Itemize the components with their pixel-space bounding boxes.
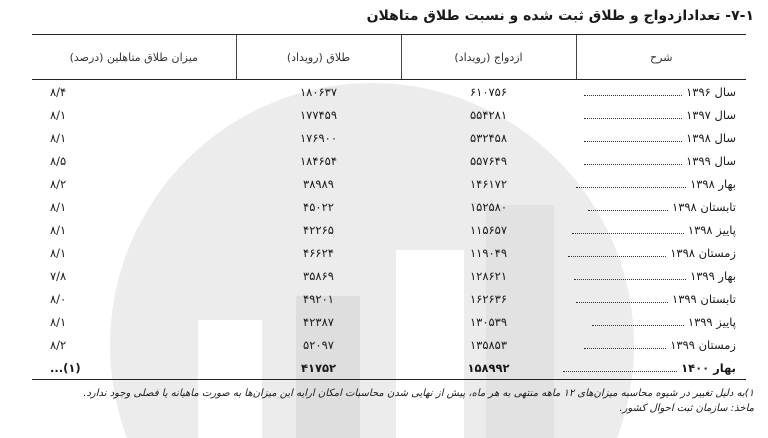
divorce-rate-value: ۸/۰: [50, 291, 67, 306]
leader-dots: [576, 178, 686, 188]
table-title: ۷-۱- تعدادازدواج و طلاق ثبت شده و نسبت طلاق متاهلان: [366, 8, 754, 24]
row-description: [576, 80, 746, 104]
leader-dots: [584, 155, 682, 165]
table-row: [32, 103, 746, 126]
row-description: [576, 333, 746, 356]
header-row: [32, 35, 746, 80]
leader-dots: [592, 316, 684, 326]
row-description: [576, 172, 746, 195]
divorce-value: ۴۶۶۲۴: [303, 245, 334, 260]
leader-dots: [584, 339, 666, 349]
table-row: [32, 80, 746, 104]
divorce-rate-value: ۸/۴: [50, 84, 67, 99]
row-label: زمستان ۱۳۹۸: [670, 245, 736, 260]
table-row: [32, 172, 746, 195]
leader-dots: [584, 109, 682, 119]
divorce-rate-value: ۸/۲: [50, 176, 67, 191]
leader-dots: [576, 293, 668, 303]
table-row: [32, 195, 746, 218]
row-description: [576, 356, 746, 380]
header-divorce: طلاق (رویداد): [236, 35, 401, 80]
row-description: [576, 195, 746, 218]
marriage-value: ۵۵۴۲۸۱: [469, 107, 508, 122]
divorce-rate-value: ۷/۸: [50, 268, 67, 283]
marriage-value: ۵۵۷۶۴۹: [469, 153, 508, 168]
row-description: [576, 149, 746, 172]
row-description: [576, 287, 746, 310]
row-label: سال ۱۳۹۹: [686, 153, 736, 168]
divorce-rate-value: ۸/۱: [50, 107, 67, 122]
row-label: سال ۱۳۹۸: [686, 130, 736, 145]
divorce-rate-value: ۸/۵: [50, 153, 67, 168]
divorce-rate-value: ۸/۱: [50, 314, 67, 329]
marriage-value: ۱۱۹۰۴۹: [469, 245, 508, 260]
table-row: [32, 241, 746, 264]
row-label: زمستان ۱۳۹۹: [670, 337, 736, 352]
table-row: [32, 126, 746, 149]
notes: [14, 386, 754, 416]
header-marriage: ازدواج (رویداد): [401, 35, 576, 80]
table-row: [32, 310, 746, 333]
divorce-rate-value: ۸/۱: [50, 130, 67, 145]
marriage-value: ۱۴۶۱۷۲: [469, 176, 508, 191]
divorce-value: ۳۸۹۸۹: [303, 176, 334, 191]
divorce-rate-value: ۸/۲: [50, 337, 67, 352]
divorce-value: ۵۲۰۹۷: [303, 337, 334, 352]
table-row: [32, 149, 746, 172]
row-label: پاییز ۱۳۹۹: [687, 314, 736, 329]
row-label: بهار ۱۴۰۰: [681, 360, 736, 375]
header-description: شرح: [576, 35, 746, 80]
table-row: [32, 287, 746, 310]
marriage-value: ۱۱۵۶۵۷: [469, 222, 508, 237]
table-row: [32, 333, 746, 356]
divorce-rate-value: ۸/۱: [50, 199, 67, 214]
leader-dots: [572, 224, 684, 234]
row-description: [576, 264, 746, 287]
divorce-value: ۴۲۲۶۵: [303, 222, 334, 237]
row-description: [576, 310, 746, 333]
divorce-value: ۱۸۴۶۵۴: [299, 153, 338, 168]
row-description: [576, 126, 746, 149]
row-label: سال ۱۳۹۷: [686, 107, 736, 122]
table-row: [32, 264, 746, 287]
leader-dots: [568, 247, 666, 257]
divorce-value: ۱۸۰۶۳۷: [299, 84, 338, 99]
divorce-value: ۴۹۲۰۱: [303, 291, 334, 306]
leader-dots: [574, 270, 686, 280]
leader-dots: [588, 201, 668, 211]
divorce-value: ۱۷۶۹۰۰: [299, 130, 338, 145]
divorce-value: ۳۵۸۶۹: [303, 268, 334, 283]
marriage-value: ۱۶۲۶۳۶: [469, 291, 508, 306]
statistics-table-container: [32, 34, 746, 380]
divorce-rate-value: ۸/۱: [50, 245, 67, 260]
source-note: ماخذ: سازمان ثبت احوال کشور.: [619, 403, 754, 414]
marriage-value: ۱۵۸۹۹۲: [401, 356, 576, 380]
table-row: [32, 356, 746, 380]
table-body: [32, 80, 746, 380]
leader-dots: [584, 86, 682, 96]
footnote: ۱)به دلیل تغییر در شیوه محاسبه میزان‌های ۱۲ ماهه منتهی به هر ماه، پیش از نهایی شدن محاسبات امکان ارایه این میزان‌ها به صورت ماهیانه یا فصلی وجود ندارد.: [83, 388, 754, 399]
marriage-value: ۱۳۵۸۵۳: [469, 337, 508, 352]
leader-dots: [563, 362, 677, 372]
row-description: [576, 218, 746, 241]
table-row: [32, 218, 746, 241]
divorce-rate-value: (۱)...: [32, 356, 236, 380]
marriage-value: ۵۳۲۴۵۸: [469, 130, 508, 145]
row-description: [576, 241, 746, 264]
row-label: تابستان ۱۳۹۸: [672, 199, 736, 214]
header-divorce-rate: میزان طلاق متاهلین (درصد): [32, 35, 236, 80]
marriage-value: ۱۵۲۵۸۰: [469, 199, 508, 214]
marriage-value: ۱۳۰۵۳۹: [469, 314, 508, 329]
divorce-value: ۱۷۷۴۵۹: [299, 107, 338, 122]
divorce-value: ۴۱۷۵۲: [236, 356, 401, 380]
divorce-value: ۴۲۳۸۷: [303, 314, 334, 329]
marriage-value: ۶۱۰۷۵۶: [469, 84, 508, 99]
row-label: سال ۱۳۹۶: [686, 84, 736, 99]
row-label: بهار ۱۳۹۸: [690, 176, 736, 191]
divorce-rate-value: ۸/۱: [50, 222, 67, 237]
marriage-value: ۱۲۸۶۲۱: [469, 268, 508, 283]
row-label: پاییز ۱۳۹۸: [687, 222, 736, 237]
row-description: [576, 103, 746, 126]
divorce-value: ۴۵۰۲۲: [303, 199, 334, 214]
row-label: بهار ۱۳۹۹: [690, 268, 736, 283]
row-label: تابستان ۱۳۹۹: [672, 291, 736, 306]
statistics-table: [32, 34, 746, 380]
leader-dots: [584, 132, 682, 142]
